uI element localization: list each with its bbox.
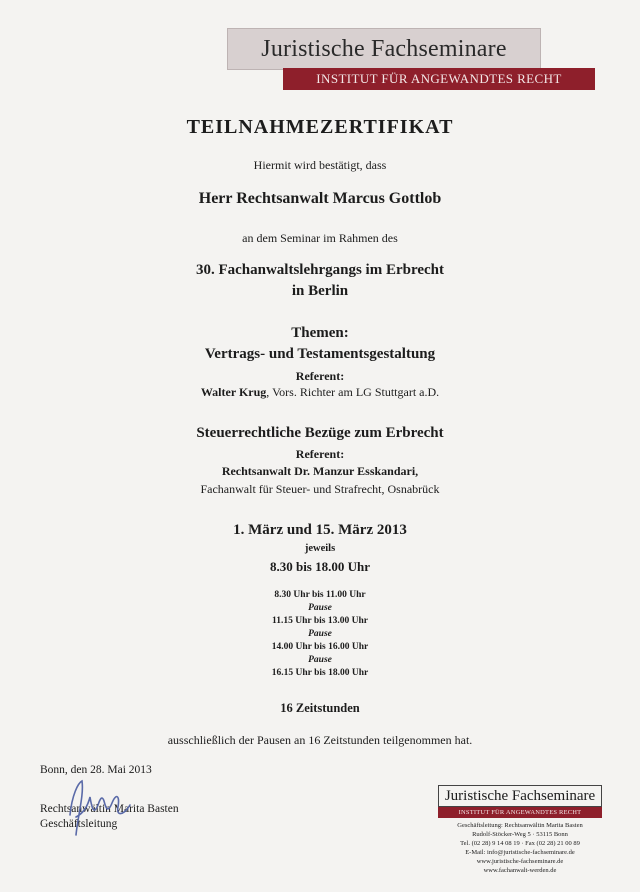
referent-label-1: Referent: [295,369,345,383]
schedule-slot-3: 14.00 Uhr bis 16.00 Uhr [271,642,369,652]
footer-logo-name: Juristische Fachseminare [438,785,602,807]
certificate-title: TEILNAHMEZERTIFIKAT [186,116,454,138]
closing-text: ausschließlich der Pausen an 16 Zeitstunden teilgenommen hat. [167,733,473,747]
topics-label: Themen: [291,325,349,341]
handwritten-signature [64,775,154,845]
schedule-pause-3: Pause [308,655,332,665]
course-title-line1: 30. Fachanwaltslehrgangs im Erbrecht [195,262,445,278]
institute-logo-name: Juristische Fachseminare [261,35,507,62]
schedule-slot-4: 16.15 Uhr bis 18.00 Uhr [271,668,369,678]
place-date: Bonn, den 28. Mai 2013 [40,764,152,776]
total-hours: 16 Zeitstunden [280,701,360,715]
course-dates: 1. März und 15. März 2013 [233,522,407,538]
schedule-slot-1: 8.30 Uhr bis 11.00 Uhr [274,590,366,600]
speaker-1 [0,385,640,400]
footer-website-1: www.juristische-fachseminare.de [476,858,564,865]
course-title-line2: in Berlin [291,283,349,299]
daily-time-range: 8.30 bis 18.00 Uhr [269,559,371,574]
participant-name: Herr Rechtsanwalt Marcus Gottlob [198,190,442,207]
footer-info-line: Geschäftsleitung: Rechtsanwältin Marita Basten [457,822,583,829]
footer-contact-info [438,821,602,875]
schedule-pause-2: Pause [308,629,332,639]
footer-address: Rudolf-Stöcker-Weg 5 · 53115 Bonn [472,831,568,838]
footer-email: E-Mail: info@juristische-fachseminare.de [465,849,575,856]
institute-logo-subtitle: INSTITUT FÜR ANGEWANDTES RECHT [283,68,595,90]
confirm-text: Hiermit wird bestätigt, dass [253,158,387,172]
schedule-pause-1: Pause [308,603,332,613]
speaker-1-title: , Vors. Richter am LG Stuttgart a.D. [266,385,440,399]
speaker-1-name: Walter Krug [200,385,267,399]
topic-1: Vertrags- und Testamentsgestaltung [204,346,436,362]
institute-logo [227,28,541,70]
footer-website-2: www.fachanwalt-werden.de [483,867,557,874]
footer-logo-subtitle: INSTITUT FÜR ANGEWANDTES RECHT [438,807,602,818]
speaker-2-name: Rechtsanwalt Dr. Manzur Esskandari, [221,464,419,478]
schedule-slot-2: 11.15 Uhr bis 13.00 Uhr [272,616,368,626]
signer-name: Rechtsanwältin Marita Basten [40,803,179,815]
signer-role: Geschäftsleitung [40,818,118,830]
footer-phone: Tel. (02 28) 9 14 08 19 · Fax (02 28) 21 00 89 [460,840,580,847]
each-label: jeweils [304,543,336,554]
topic-2: Steuerrechtliche Bezüge zum Erbrecht [196,425,444,441]
referent-label-2: Referent: [295,447,345,461]
speaker-2-title: Fachanwalt für Steuer- und Strafrecht, Osnabrück [200,482,440,496]
context-text: an dem Seminar im Rahmen des [242,231,398,245]
footer-logo [438,785,602,875]
